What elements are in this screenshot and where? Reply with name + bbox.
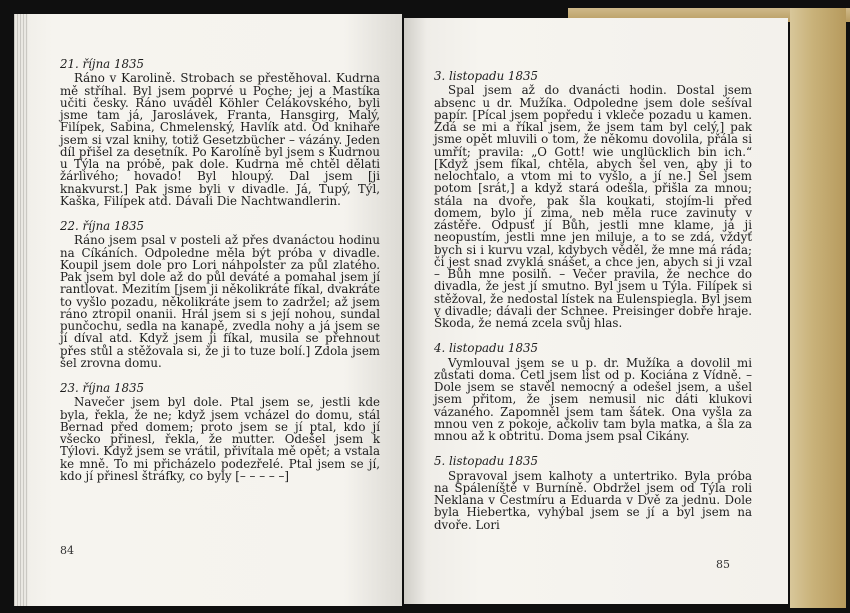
right-page (404, 18, 788, 604)
diary-entry (434, 70, 752, 329)
left-page-text (60, 58, 380, 495)
diary-entry (60, 58, 380, 207)
page-number: 84 (60, 544, 74, 557)
spine-page-stack (14, 14, 28, 606)
entry-date: 4. listopadu 1835 (434, 341, 538, 356)
right-page-text (434, 70, 752, 544)
entry-date: 21. října 1835 (60, 57, 144, 71)
diary-entry (434, 455, 752, 531)
entry-text: Ráno jsem psal v posteli až přes dvanáctou hodinu na Cíkáních. Odpoledne měla být próba v divadle. Koupil jsem dole pro Lori náhpolster za půl zlatého. Pak jsem byl dole až do půl deváté a pomahal jsem jí rantlovat. Mezitím [jsem ji několikráte fíkal, dvakráte to vyšlo pozadu, několikráte jsem to zadržel; až jsem ráno ztropil onanii. Hrál jsem si s její nohou, sundal punčochu, sedla na kanapě, zvedla nohy a já jsem se jí díval atd. Když jsem ji fíkal, musila se přehnout přes stůl a stěžovala si, že ji to tuze bolí.] Zdola jsem šel zrovna domu. (60, 233, 380, 370)
entry-text: Navečer jsem byl dole. Ptal jsem se, jestli kde byla, řekla, že ne; když jsem vcházel do domu, stál Bernad před domem; proto jsem se jí ptal, kdo jí všecko přinesl, řekla, že mutter. Odešel jsem k Týlovi. Když jsem se vrátil, přivítala mě opět; a vstala ke mně. To mi přicházelo podezřelé. Ptal jsem se jí, kdo jí přinesl štráfky, co byly [– – – – –] (60, 395, 380, 483)
left-page (14, 14, 402, 606)
entry-text: Spal jsem až do dvanácti hodin. Dostal jsem absenc u dr. Mužíka. Odpoledne jsem dole sešíval papír. [Pícal jsem popředu i vkleče pozadu u kamen. Zdá se mi a říkal jsem, že jsem tam byl celý,] pak jsme opět mluvili o tom, že někomu dovolila, přála si umřít; pravila: „O Gott! wie unglücklich bin ich.“ [Když jsem fíkal, chtěla, abych šel ven, aby ji to nelochtalo, a vtom mi to vyšlo, a jí ne.] Šel jsem potom [srát,] a když stará odešla, přišla za mnou; stála na dvoře, pak šla koukati, stojím-li před domem, bylo jí zima, neb měla ruce zavinuty v zástěře. Odpusť jí Bůh, jestli mne klame, já ji neopustím, jestli mne jen miluje, a to se zdá, vždyť bych si i kurvu vzal, kdybych věděl, že mne má ráda; či jest snad zvyklá snášet, a chce jen, abych si ji vzal – Bůh mne posilň. – Večer pravila, že nechce do divadla, že jest jí smutno. Byl jsem u Týla. Filípek si stěžoval, že nedostal lístek na Eulenspiegla. Byl jsem v divadle; dávali der Schnee. Preisinger dobře hraje. Škoda, že nemá zcela svůj hlas. (434, 83, 752, 330)
entry-text: Ráno v Karolině. Strobach se přestěhoval. Kudrna mě stříhal. Byl jsem poprvé u Poche; jej a Mastíka učiti česky. Ráno uváděl Köhler Čelákovského, byli jsme tam já, Jaroslávek, Franta, Hansgirg, Malý, Filípek, Sabina, Chmelenský, Havlík atd. Od knihaře jsem si vzal knihy, totiž Gesetzbücher – vázány. Jeden díl přišel za desetník. Po Karolíně byl jsem s Kudrnou u Týla na próbě, pak dole. Kudrna mě chtěl dělati žárlivého; hovado! Byl hloupý. Dal jsem [ji knakvurst.] Pak jsme byli v divadle. Já, Tupý, Týl, Kaška, Filípek atd. Dávali Die Nachtwandlerin. (60, 71, 380, 208)
entry-text: Spravoval jsem kalhoty a untertriko. Byla próba na Spáleníště v Burníně. Obdržel jsem od Týla roli Neklana v Čestmíru a Eduarda v Dvě za jednu. Dole byla Hiebertka, vyhýbal jsem se jí a byl jsem na dvoře. Lori (434, 468, 752, 532)
page-number: 85 (716, 558, 730, 571)
entry-date: 23. října 1835 (60, 381, 144, 395)
entry-date: 3. listopadu 1835 (434, 69, 538, 83)
diary-entry (60, 382, 380, 482)
diary-entry (60, 220, 380, 369)
diary-entry (434, 342, 752, 442)
entry-date: 22. října 1835 (60, 219, 144, 233)
entry-text: Vymlouval jsem se u p. dr. Mužíka a dovolil mi zůstati doma. Četl jsem list od p. Kociána z Vídně. – Dole jsem se stavěl nemocný a odešel jsem, a ušel jsem přitom, že jsem nemusil nic dáti klukovi vázaného. Zapomněl jsem tam šátek. Ona vyšla za mnou ven z pokoje, ačkoliv tam byla matka, a šla za mnou až k obtritu. Doma jsem psal Cikány. (434, 355, 752, 443)
page-edges-right (790, 8, 846, 608)
entry-date: 5. listopadu 1835 (434, 454, 538, 469)
